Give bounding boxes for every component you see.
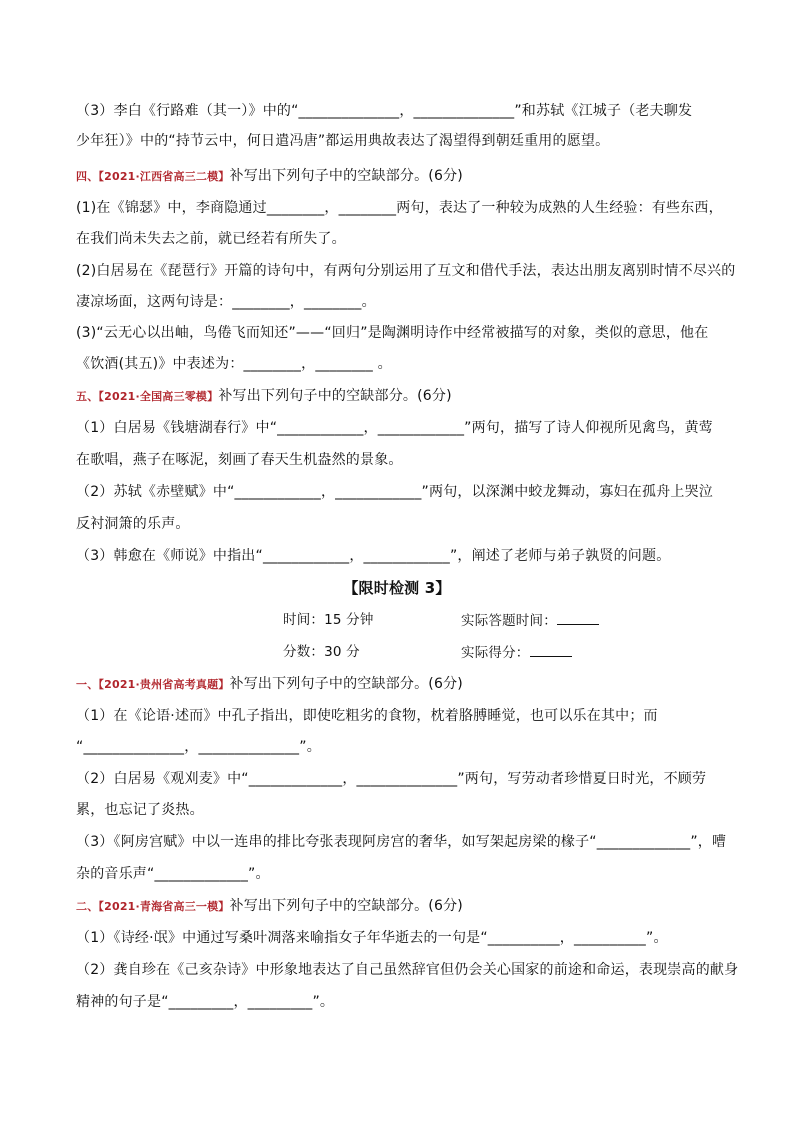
- text-line: （2）龚自珍在《己亥杂诗》中形象地表达了自己虽然辞官但仍会关心国家的前途和命运，表现崇高的献身: [76, 962, 739, 978]
- text-line: (3)“云无心以出岫，鸟倦飞而知还”——“回归”是陶渊明诗作中经常被描写的对象，类似的意思，他在: [76, 325, 709, 341]
- section-prefix: 五、: [76, 390, 99, 403]
- text-line: 凄凉场面，这两句诗是：________，________。: [76, 294, 376, 310]
- text-line: 累，也忘记了炎热。: [76, 802, 204, 818]
- text-line: 杂的音乐声“_____________”。: [76, 866, 270, 882]
- section-instruction: 补写出下列句子中的空缺部分。(6分): [218, 388, 452, 404]
- text-line: （1）在《论语·述而》中孔子指出，即使吃粗劣的食物，枕着胳膊睡觉，也可以乐在其中；而: [76, 708, 658, 724]
- section-instruction: 补写出下列句子中的空缺部分。(6分): [229, 676, 463, 692]
- actual-score-blank[interactable]: [530, 642, 572, 657]
- text-line: 精神的句子是“_________，_________”。: [76, 994, 335, 1010]
- source-tag: 【2021·江西省高三二模】: [98, 170, 230, 183]
- source-tag: 【2021·贵州省高考真题】: [98, 678, 230, 691]
- text-line: “______________，______________”。: [76, 739, 321, 755]
- actual-score-label: 实际得分：: [461, 645, 530, 661]
- section-prefix: 一、: [76, 678, 99, 691]
- text-line: （3）韩愈在《师说》中指出“____________，____________”，阐述了老师与弟子孰贤的问题。: [76, 548, 671, 564]
- score-label: 分数：30 分: [283, 644, 360, 660]
- text-line: 反衬洞箫的乐声。: [76, 516, 190, 532]
- text-line: 在歌唱，燕子在啄泥，刻画了春天生机盎然的景象。: [76, 452, 403, 468]
- section-heading-2: [76, 896, 734, 917]
- section-heading-1: [76, 674, 734, 695]
- text-line: 《饮酒(其五)》中表述为：________，________ 。: [76, 356, 392, 372]
- section-heading-5: [76, 386, 734, 407]
- text-line: （3）《阿房宫赋》中以一连串的排比夸张表现阿房宫的奢华，如写架起房梁的椽子“_____________”，嘈: [76, 834, 727, 850]
- section-instruction: 补写出下列句子中的空缺部分。(6分): [229, 168, 463, 184]
- test-block-title: 【限时检测 3】: [343, 579, 451, 597]
- text-line: (1)在《锦瑟》中，李商隐通过________，________两句，表达了一种较为成熟的人生经验：有些东西，: [76, 200, 723, 216]
- time-label: 时间：15 分钟: [283, 612, 374, 628]
- section-instruction: 补写出下列句子中的空缺部分。(6分): [229, 898, 463, 914]
- text-line: 少年狂）》中的“持节云中，何日遣冯唐”都运用典故表达了渴望得到朝廷重用的愿望。: [76, 133, 610, 149]
- section-prefix: 二、: [76, 900, 99, 913]
- text-line: (2)白居易在《琵琶行》开篇的诗句中，有两句分别运用了互文和借代手法，表达出朋友离别时情不尽兴的: [76, 263, 736, 279]
- text-line: 在我们尚未失去之前，就已经若有所失了。: [76, 231, 346, 247]
- section-prefix: 四、: [76, 170, 99, 183]
- actual-time-label: 实际答题时间：: [461, 613, 557, 629]
- actual-time-blank[interactable]: [557, 610, 599, 625]
- actual-time-row: [461, 610, 599, 631]
- source-tag: 【2021·全国高三零模】: [98, 390, 219, 403]
- text-line: （2）白居易《观刈麦》中“_____________，______________”两句，写劳动者珍惜夏日时光，不顾劳: [76, 771, 707, 787]
- text-line: （2）苏轼《赤壁赋》中“____________，____________”两句，以深渊中蛟龙舞动，寡妇在孤舟上哭泣: [76, 484, 714, 500]
- section-heading-4: [76, 166, 734, 187]
- actual-score-row: [461, 642, 572, 663]
- source-tag: 【2021·青海省高三一模】: [98, 900, 230, 913]
- text-line: （1）《诗经·氓》中通过写桑叶凋落来喻指女子年华逝去的一句是“__________，__________”。: [76, 930, 668, 946]
- text-line: （1）白居易《钱塘湖春行》中“____________，____________”两句，描写了诗人仰视所见禽鸟，黄莺: [76, 420, 714, 436]
- text-line: （3）李白《行路难（其一）》中的“______________，______________”和苏轼《江城子（老夫聊发: [76, 103, 693, 119]
